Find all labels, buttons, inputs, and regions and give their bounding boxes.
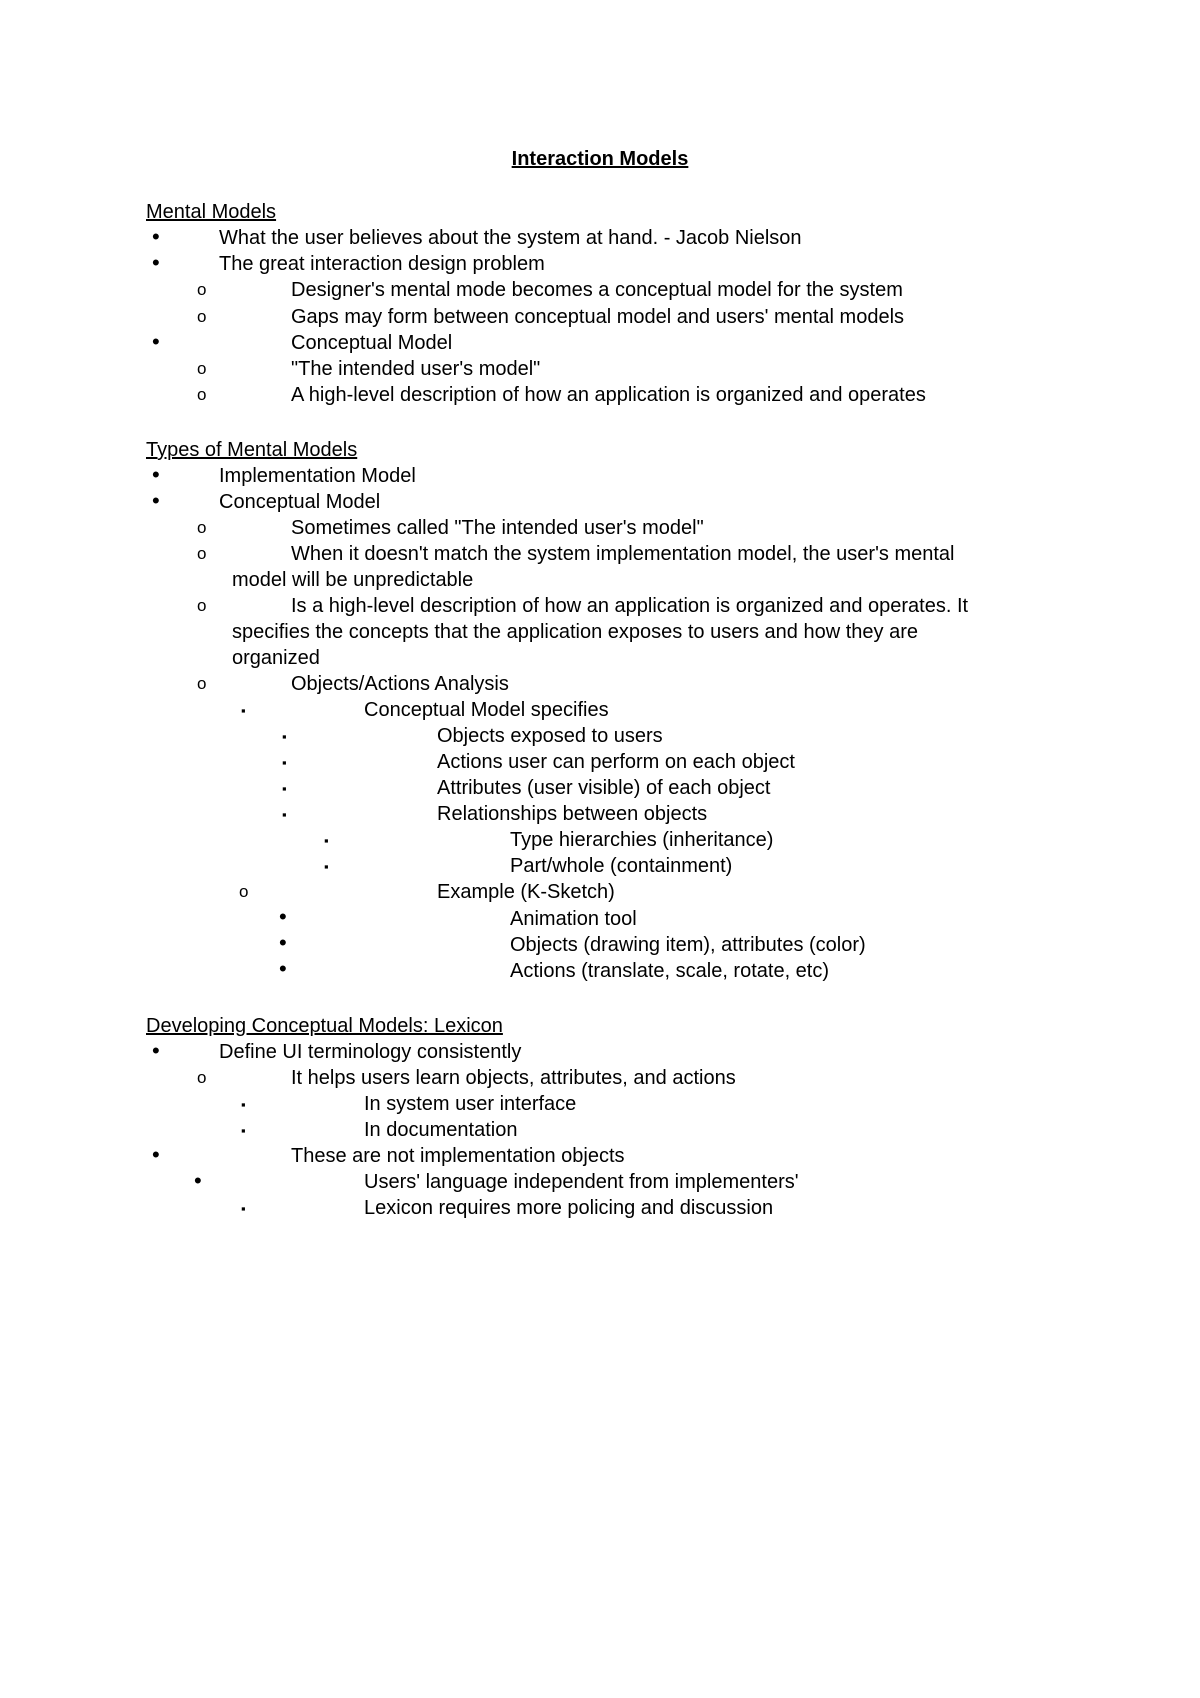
list-item-continuation: model will be unpredictable (232, 569, 474, 591)
list-item: Users' language independent from implementers' (364, 1171, 799, 1193)
bullet-icon: ▪ (282, 781, 287, 796)
section-heading-types-of-mental-models: Types of Mental Models (146, 439, 358, 461)
bullet-icon: • (152, 1038, 160, 1063)
list-item: Actions user can perform on each object (437, 751, 795, 773)
list-item: Lexicon requires more policing and discussion (364, 1197, 774, 1219)
bullet-icon: • (194, 1168, 202, 1193)
list-item: Conceptual Model specifies (364, 699, 609, 721)
list-item: Objects/Actions Analysis (291, 673, 509, 695)
bullet-icon: o (197, 385, 207, 404)
list-item: Conceptual Model (219, 491, 381, 513)
list-item: Example (K-Sketch) (437, 881, 615, 903)
section-heading-lexicon: Developing Conceptual Models: Lexicon (146, 1015, 503, 1037)
list-item: It helps users learn objects, attributes, and actions (291, 1067, 736, 1089)
list-item: Type hierarchies (inheritance) (510, 829, 774, 851)
bullet-icon: • (279, 956, 287, 981)
list-item: Sometimes called "The intended user's model" (291, 517, 704, 539)
list-item: Attributes (user visible) of each object (437, 777, 771, 799)
list-item: Actions (translate, scale, rotate, etc) (510, 960, 830, 982)
bullet-icon: ▪ (241, 1201, 246, 1216)
bullet-icon: • (279, 930, 287, 955)
list-item: In documentation (364, 1119, 518, 1141)
bullet-icon: ▪ (241, 703, 246, 718)
list-item: In system user interface (364, 1093, 577, 1115)
bullet-icon: o (197, 544, 207, 563)
bullet-icon: ▪ (324, 833, 329, 848)
list-item: The great interaction design problem (219, 253, 545, 275)
bullet-icon: • (152, 329, 160, 354)
bullet-icon: o (197, 674, 207, 693)
bullet-icon: o (197, 280, 207, 299)
bullet-icon: o (197, 307, 207, 326)
bullet-icon: ▪ (241, 1123, 246, 1138)
list-item-continuation: organized (232, 647, 320, 669)
bullet-icon: ▪ (324, 859, 329, 874)
bullet-icon: o (197, 596, 207, 615)
bullet-icon: ▪ (282, 755, 287, 770)
bullet-icon: ▪ (241, 1097, 246, 1112)
list-item: When it doesn't match the system implementation model, the user's mental (291, 543, 955, 565)
list-item: These are not implementation objects (291, 1145, 625, 1167)
list-item: "The intended user's model" (291, 358, 541, 380)
list-item: Conceptual Model (291, 332, 453, 354)
list-item: Objects exposed to users (437, 725, 663, 747)
list-item-continuation: specifies the concepts that the application exposes to users and how they are (232, 621, 918, 643)
bullet-icon: • (152, 250, 160, 275)
list-item: Objects (drawing item), attributes (color) (510, 934, 866, 956)
list-item: Implementation Model (219, 465, 416, 487)
bullet-icon: o (239, 882, 249, 901)
list-item: Animation tool (510, 908, 637, 930)
list-item: Relationships between objects (437, 803, 708, 825)
bullet-icon: o (197, 1068, 207, 1087)
bullet-icon: ▪ (282, 729, 287, 744)
bullet-icon: • (152, 224, 160, 249)
list-item: What the user believes about the system at hand. - Jacob Nielson (219, 227, 802, 249)
bullet-icon: o (197, 359, 207, 378)
list-item: Designer's mental mode becomes a conceptual model for the system (291, 279, 903, 301)
bullet-icon: o (197, 518, 207, 537)
bullet-icon: ▪ (282, 807, 287, 822)
page-title: Interaction Models (511, 148, 689, 170)
section-heading-mental-models: Mental Models (146, 201, 277, 223)
bullet-icon: • (152, 462, 160, 487)
bullet-icon: • (152, 488, 160, 513)
list-item: Part/whole (containment) (510, 855, 733, 877)
bullet-icon: • (152, 1142, 160, 1167)
list-item: Gaps may form between conceptual model and users' mental models (291, 306, 905, 328)
list-item: Define UI terminology consistently (219, 1041, 522, 1063)
list-item: Is a high-level description of how an application is organized and operates. It (291, 595, 969, 617)
list-item: A high-level description of how an application is organized and operates (291, 384, 926, 406)
bullet-icon: • (279, 904, 287, 929)
